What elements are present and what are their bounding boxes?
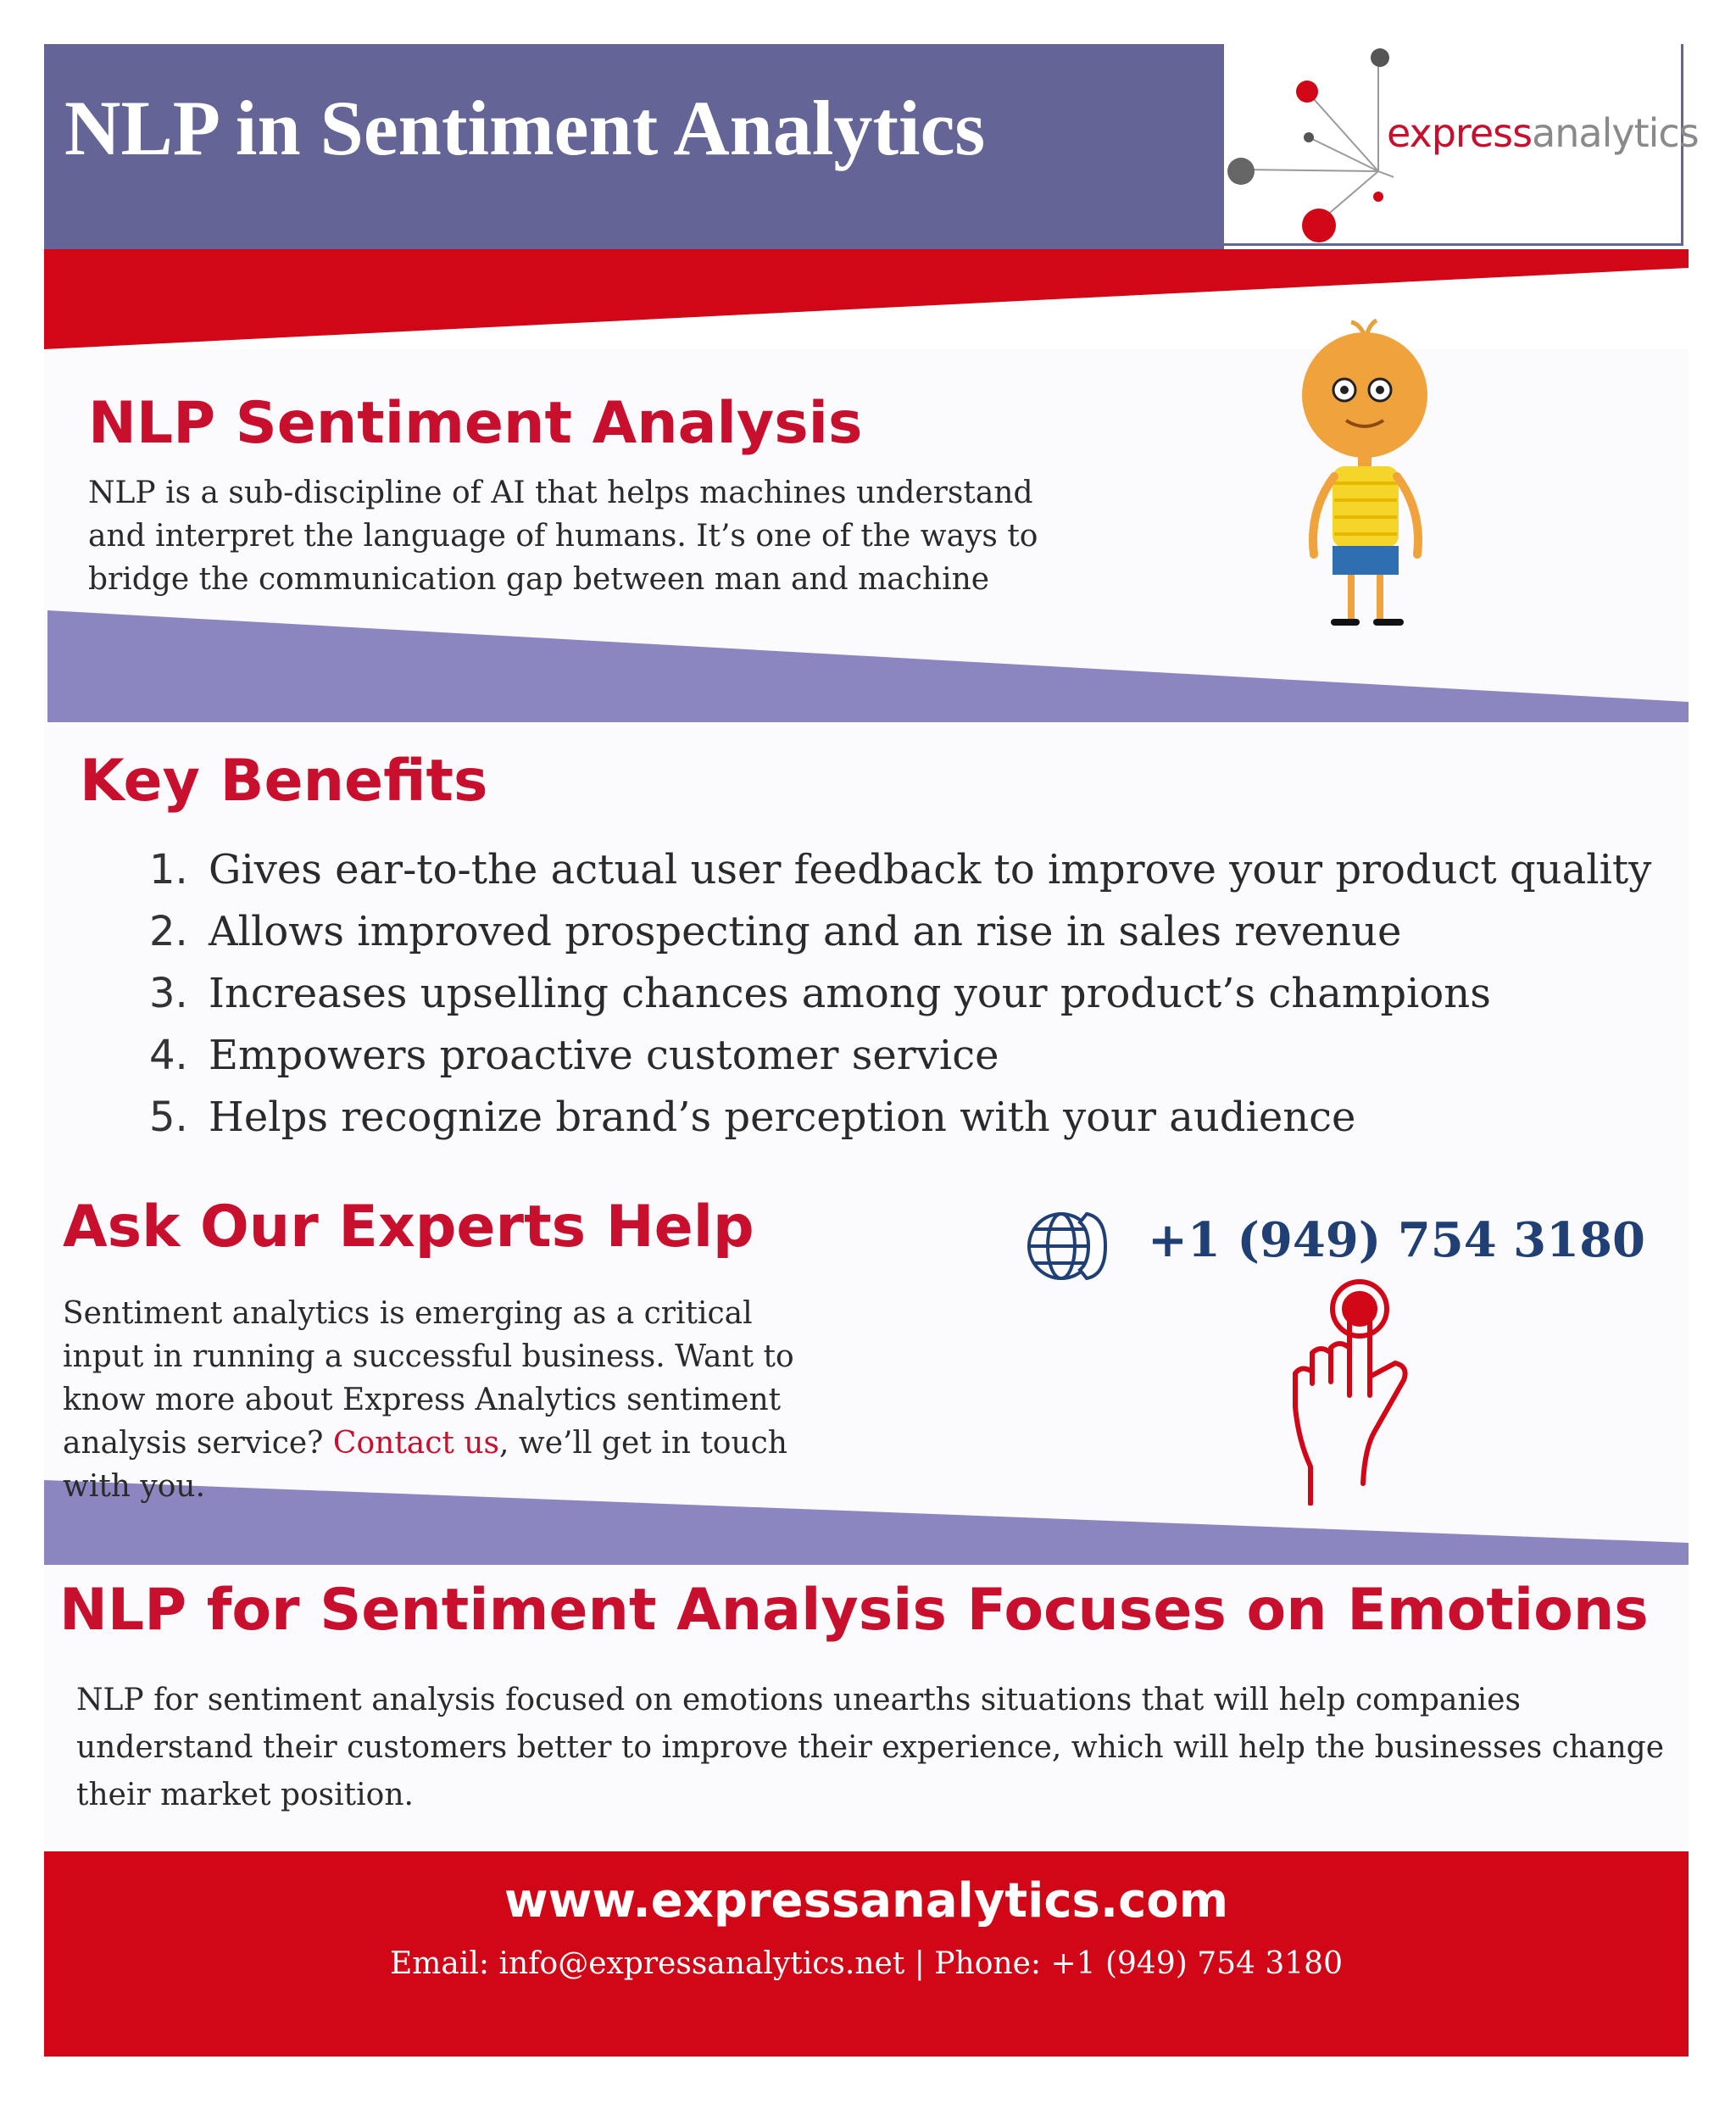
logo-wordmark — [1387, 110, 1699, 156]
tap-hand-icon — [1271, 1275, 1424, 1506]
ask-experts-description — [63, 1292, 843, 1508]
phone-globe-icon[interactable] — [1021, 1199, 1114, 1292]
list-item — [149, 901, 1651, 963]
ask-experts-text-2: , we’ll get in touch with you. — [63, 1426, 787, 1504]
nlp-sentiment-description: NLP is a sub-discipline of AI that helps machines understand and interpret the language of humans. It’s one of the ways to bridge the communication gap between man and machine — [88, 476, 1038, 597]
phone-number[interactable]: +1 (949) 754 3180 — [1148, 1212, 1646, 1268]
list-item-text: Allows improved prospecting and an rise in sales revenue — [209, 908, 1402, 955]
list-item-text: Increases upselling chances among your product’s champions — [209, 970, 1491, 1017]
contact-us-link[interactable]: Contact us — [332, 1426, 499, 1461]
list-item-number: 4. — [149, 1032, 188, 1079]
emotions-description: NLP for sentiment analysis focused on emotions unearths situations that will help companies understand their customers better to improve their experience, which will help the businesses change their market position. — [76, 1683, 1665, 1812]
molecule-logo-icon — [1224, 44, 1394, 248]
ask-experts-text-1: Sentiment analytics is emerging as a critical input in running a successful business. Want to know more about Express Analytics sentiment analysis service? — [63, 1296, 794, 1461]
ask-experts-heading: Ask Our Experts Help — [63, 1194, 754, 1261]
list-item-text: Empowers proactive customer service — [209, 1032, 999, 1079]
key-benefits-heading: Key Benefits — [80, 748, 488, 815]
nlp-sentiment-heading: NLP Sentiment Analysis — [88, 390, 863, 457]
key-benefits-list — [149, 839, 1651, 1149]
list-item — [149, 1025, 1651, 1087]
list-item — [149, 1087, 1651, 1149]
list-item-text: Gives ear-to-the actual user feedback to improve your product quality — [209, 846, 1652, 893]
list-item — [149, 963, 1651, 1025]
logo-wordmark-part2: analytics — [1532, 110, 1699, 156]
emotions-heading: NLP for Sentiment Analysis Focuses on Emotions — [59, 1577, 1649, 1644]
logo-wordmark-part1: express — [1387, 110, 1533, 156]
footer-website-link[interactable]: www.expressanalytics.com — [504, 1873, 1229, 1929]
page-title: NLP in Sentiment Analytics — [64, 85, 986, 171]
list-item-number: 3. — [149, 970, 188, 1017]
list-item-number: 5. — [149, 1094, 188, 1141]
list-item-number: 2. — [149, 908, 188, 955]
list-item — [149, 839, 1651, 901]
list-item-number: 1. — [149, 846, 188, 893]
list-item-text: Helps recognize brand’s perception with your audience — [209, 1094, 1356, 1141]
cartoon-character-illustration — [1271, 315, 1458, 637]
footer-contact-info: Email: info@expressanalytics.net | Phone: +1 (949) 754 3180 — [390, 1946, 1343, 1981]
